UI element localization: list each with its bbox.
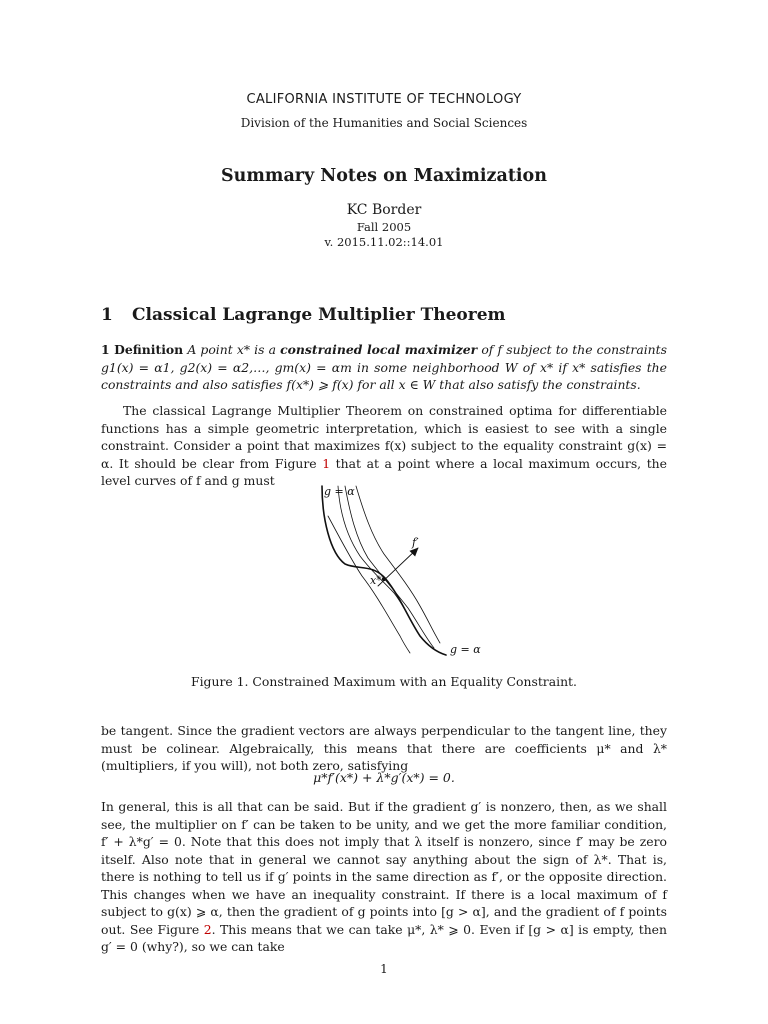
point-xstar xyxy=(382,577,385,580)
figure-1-link[interactable]: 1 xyxy=(322,455,331,471)
definition-block xyxy=(101,341,667,394)
paragraph-tangent xyxy=(101,722,667,775)
version: v. 2015.11.02::14.01 xyxy=(324,235,444,249)
label-fprime: f′ xyxy=(412,536,419,549)
constraint-curve xyxy=(322,486,446,655)
definition-keyword: constrained local maximizer xyxy=(280,342,478,357)
definition-text-pre: A point x* is a xyxy=(183,342,281,357)
label-xstar: x* xyxy=(370,574,382,587)
label-g-bottom: g = α xyxy=(450,643,481,656)
definition-text-post: of f subject to the constraints g1(x) = α1, g2(x) = α2,…, gm(x) = αm in some neighborhood W of x* if x* satisfies the constraints and also satisfies f(x*) ⩾ f(x) for all x ∈ W that also satisfy the constraints. xyxy=(101,342,667,392)
institution-name: CALIFORNIA INSTITUTE OF TECHNOLOGY xyxy=(246,92,522,107)
definition-label: 1 Definition xyxy=(101,342,184,357)
paragraph-intro-tail: that at a point where a local maximum occurs, the level curves of f and g must xyxy=(101,455,667,488)
level-curve-1 xyxy=(328,516,410,653)
figure-caption: Figure 1. Constrained Maximum with an Equality Constraint. xyxy=(191,674,577,689)
division-name: Division of the Humanities and Social Sciences xyxy=(240,116,528,130)
paper-title: Summary Notes on Maximization xyxy=(221,166,547,186)
author-name: KC Border xyxy=(346,202,422,218)
paragraph-tangent-text: be tangent. Since the gradient vectors are always perpendicular to the tangent line, they must be colinear. Algebraically, this means that there are coefficients μ* and λ* (multipliers, if you will), not both zero, satisfying xyxy=(101,723,667,773)
section-title: Classical Lagrange Multiplier Theorem xyxy=(132,305,506,325)
equation: μ*f′(x*) + λ*g′(x*) = 0. xyxy=(313,770,455,785)
term: Fall 2005 xyxy=(356,220,412,234)
level-curve-3 xyxy=(356,486,440,643)
paragraph-general-tail: . This means that we can take μ*, λ* ⩾ 0. Even if [g > α] is empty, then g′ = 0 (why?), so we can take xyxy=(101,921,667,954)
section-heading xyxy=(101,305,506,325)
paragraph-general xyxy=(101,798,667,956)
figure-1-diagram xyxy=(300,478,500,663)
label-g-top: g = α xyxy=(324,485,355,498)
figure-2-link[interactable]: 2 xyxy=(203,921,212,937)
paragraph-general-text: In general, this is all that can be said. But if the gradient g′ is nonzero, then, as we shall see, the multiplier on f′ can be taken to be unity, and we get the more familiar condition, f′ + λ*g′ = 0. Note that this does not imply that λ itself is nonzero, since f′ may be zero itself. Also note that in general we cannot say anything about the sign of λ*. That is, there is nothing to tell us if g′ points in the same direction as f′, or the opposite direction. This changes when we have an inequality constraint. If there is a local maximum of f subject to g(x) ⩾ α, then the gradient of g points into [g > α], and the gradient of f points out. See Figure xyxy=(101,799,667,937)
paragraph-intro xyxy=(101,402,667,490)
page-number: 1 xyxy=(380,962,388,976)
section-number: 1 xyxy=(101,305,113,325)
paragraph-intro-text: The classical Lagrange Multiplier Theorem on constrained optima for differentiable functions has a simple geometric interpretation, which is easiest to see with a single constraint. Consider a point that maximizes f(x) subject to the equality constraint g(x) = α. It should be clear from Figure xyxy=(101,403,667,471)
